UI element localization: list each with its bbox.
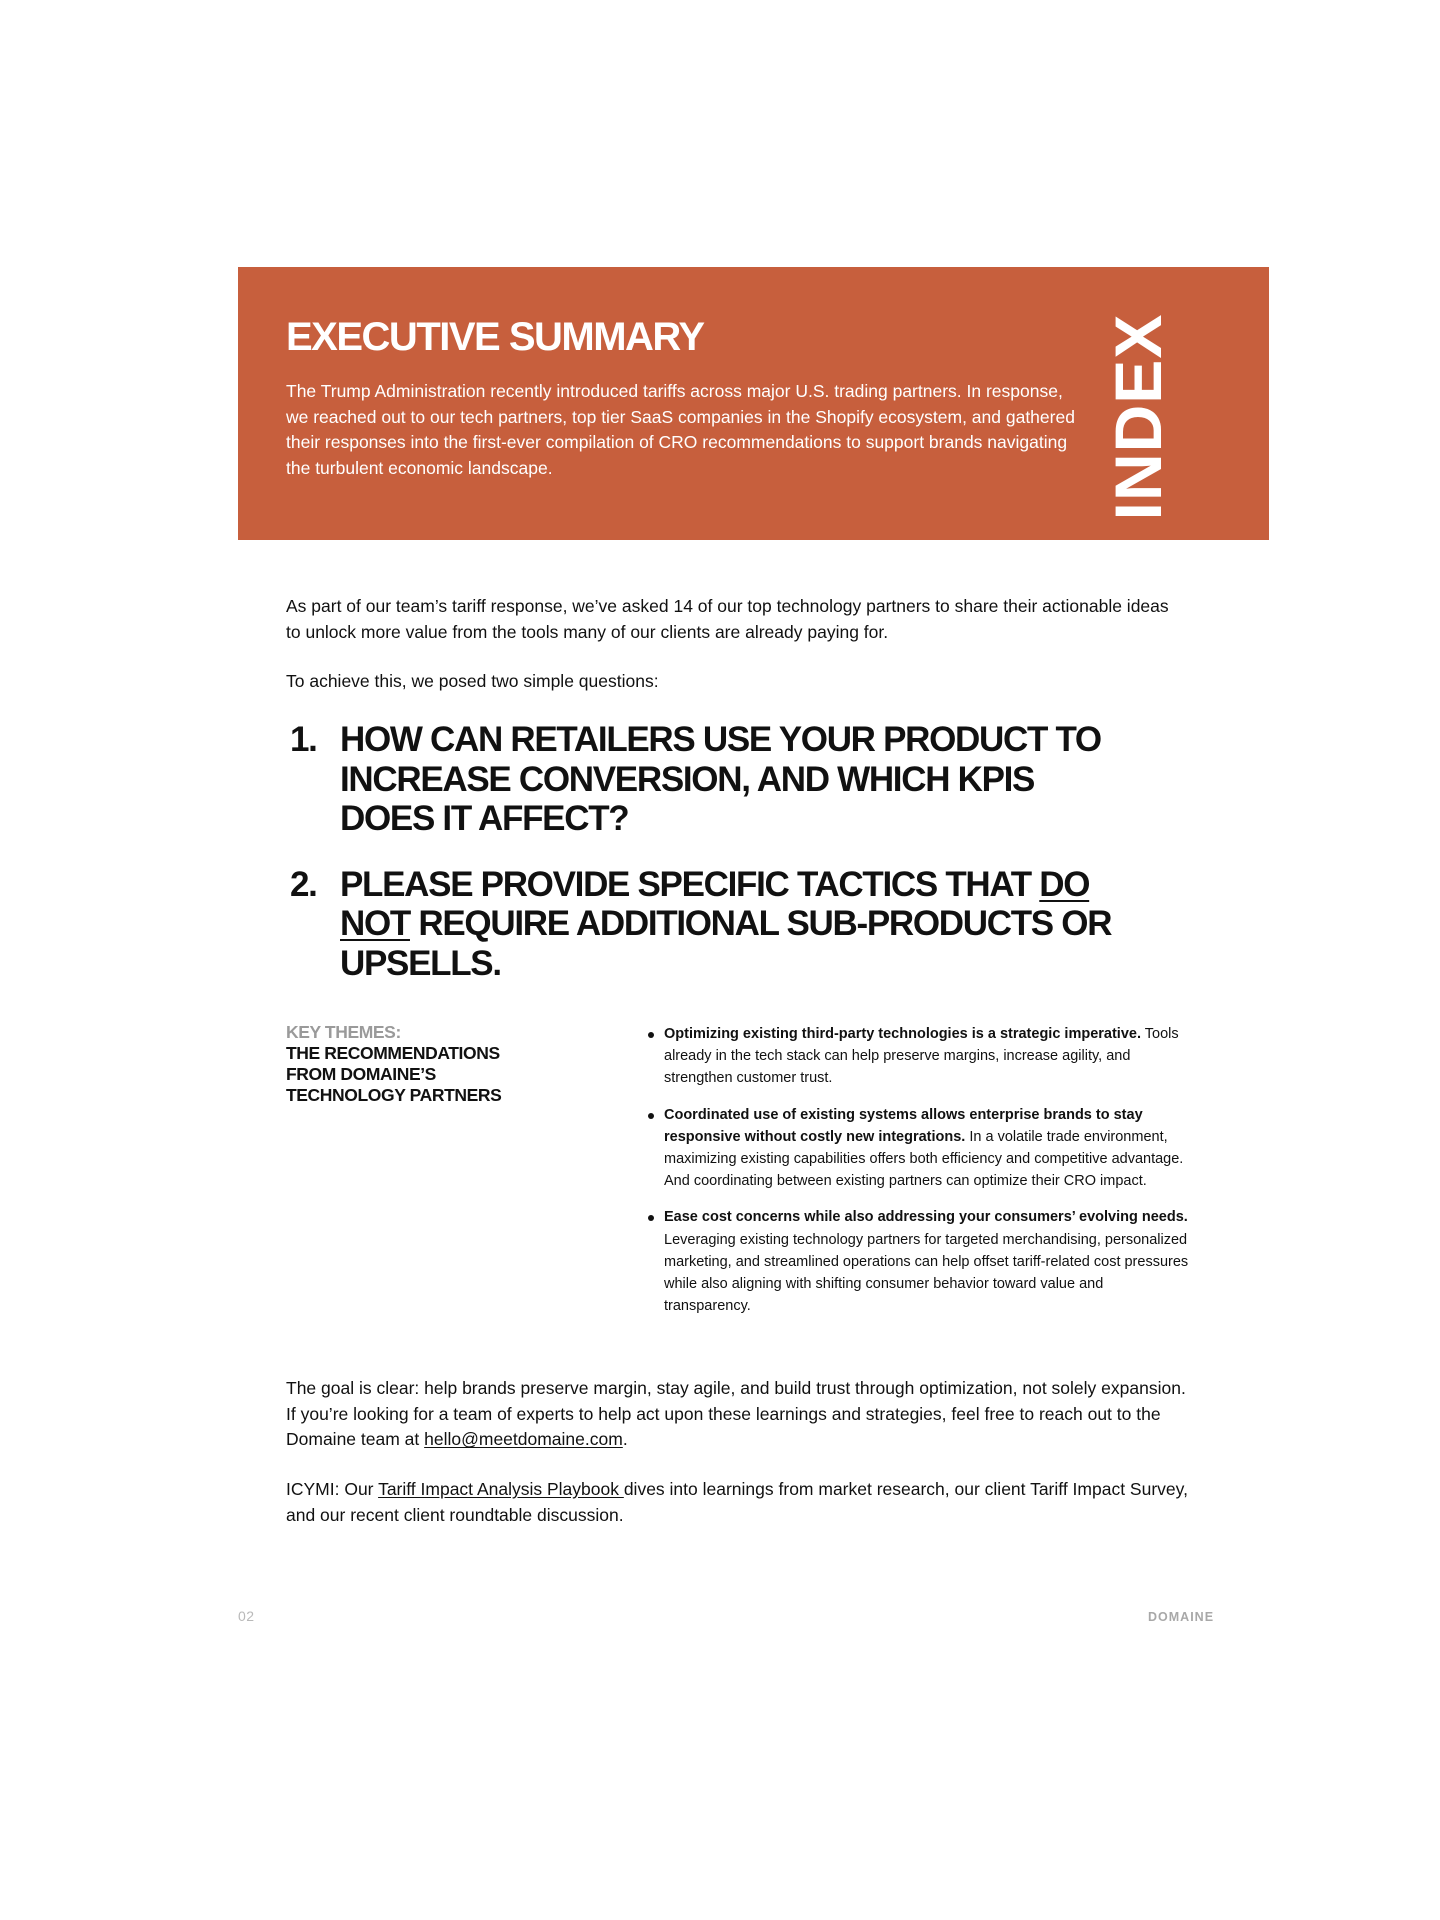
question-item [290, 720, 1140, 839]
question-item [290, 865, 1140, 984]
icymi-text-end: dives into learnings from market research, our client Tariff Impact Survey, and our recent client roundtable discussion. [286, 1479, 1188, 1525]
question-text-start: PLEASE PROVIDE SPECIFIC TACTICS THAT [340, 864, 1040, 904]
list-item [648, 1023, 1193, 1090]
icymi-text-start: ICYMI: Our [286, 1479, 379, 1499]
bullet-body: Leveraging existing technology partners for targeted merchandising, personalized marketing, and streamlined operations can help offset tariff-related cost pressures while also aligning with shifting consumer behavior toward value and transparency. [664, 1231, 1189, 1315]
brand-wordmark: DOMAINE [1148, 1610, 1215, 1624]
question-text: HOW CAN RETAILERS USE YOUR PRODUCT TO INCREASE CONVERSION, AND WHICH KPIS DOES IT AFFECT? [340, 720, 1101, 838]
bullet-lead: Ease cost concerns while also addressing your consumers’ evolving needs. [664, 1209, 1188, 1226]
page-number: 02 [238, 1608, 255, 1624]
key-themes-list [648, 1023, 1193, 1317]
question-text [340, 865, 1120, 984]
playbook-link[interactable]: Tariff Impact Analysis Playbook [378, 1479, 624, 1499]
banner-title: EXECUTIVE SUMMARY [286, 315, 704, 359]
bullet-lead: Coordinated use of existing systems allows enterprise brands to stay responsive without costly new integrations. [664, 1106, 1143, 1145]
executive-summary-banner [238, 267, 1269, 540]
icymi-paragraph [286, 1477, 1191, 1528]
bullet-dot-icon [648, 1113, 654, 1119]
questions-list [290, 720, 1140, 983]
contact-email-link[interactable]: hello@meetdomaine.com [424, 1429, 623, 1449]
closing-text-end: . [622, 1429, 628, 1449]
bullet-dot-icon [648, 1032, 654, 1038]
question-text-emphasis: DO NOT [340, 864, 1090, 943]
bullet-body: Tools already in the tech stack can help preserve margins, increase agility, and strengthen customer trust. [664, 1026, 1179, 1087]
key-themes-label: KEY THEMES: [286, 1022, 401, 1042]
closing-text: The goal is clear: help brands preserve margin, stay agile, and build trust through optimization, not solely expansion. If you’re looking for a team of experts to help act upon these learnings and strategies, feel free to reach out to the Domaine team at [286, 1378, 1186, 1449]
index-label[interactable]: INDEX [1101, 313, 1175, 521]
bullet-lead: Optimizing existing third-party technologies is a strategic imperative. [664, 1026, 1141, 1042]
intro-questions-lead: To achieve this, we posed two simple questions: [286, 671, 659, 691]
intro-paragraph: As part of our team’s tariff response, we’ve asked 14 of our top technology partners to share their actionable ideas to unlock more value from the tools many of our clients are already paying for. [286, 596, 1169, 642]
bullet-dot-icon [648, 1215, 654, 1221]
question-text-end: REQUIRE ADDITIONAL SUB-PRODUCTS OR UPSELLS. [340, 904, 1112, 983]
question-number: 1. [290, 720, 317, 759]
closing-paragraph [286, 1376, 1191, 1453]
key-themes-heading [286, 1022, 546, 1106]
list-item [648, 1206, 1193, 1317]
key-themes-title: THE RECOMMENDATIONS FROM DOMAINE’S TECHNOLOGY PARTNERS [286, 1043, 502, 1105]
list-item [648, 1104, 1193, 1193]
bullet-body: In a volatile trade environment, maximizing existing capabilities offers both efficiency and competitive advantage. And coordinating between existing partners can optimize their CRO impact. [664, 1128, 1184, 1190]
banner-description: The Trump Administration recently introduced tariffs across major U.S. trading partners. In response, we reached out to our tech partners, top tier SaaS companies in the Shopify ecosystem, and gathered their responses into the first-ever compilation of CRO recommendations to support brands navigating the turbulent economic landscape. [286, 381, 1075, 478]
question-number: 2. [290, 864, 317, 904]
